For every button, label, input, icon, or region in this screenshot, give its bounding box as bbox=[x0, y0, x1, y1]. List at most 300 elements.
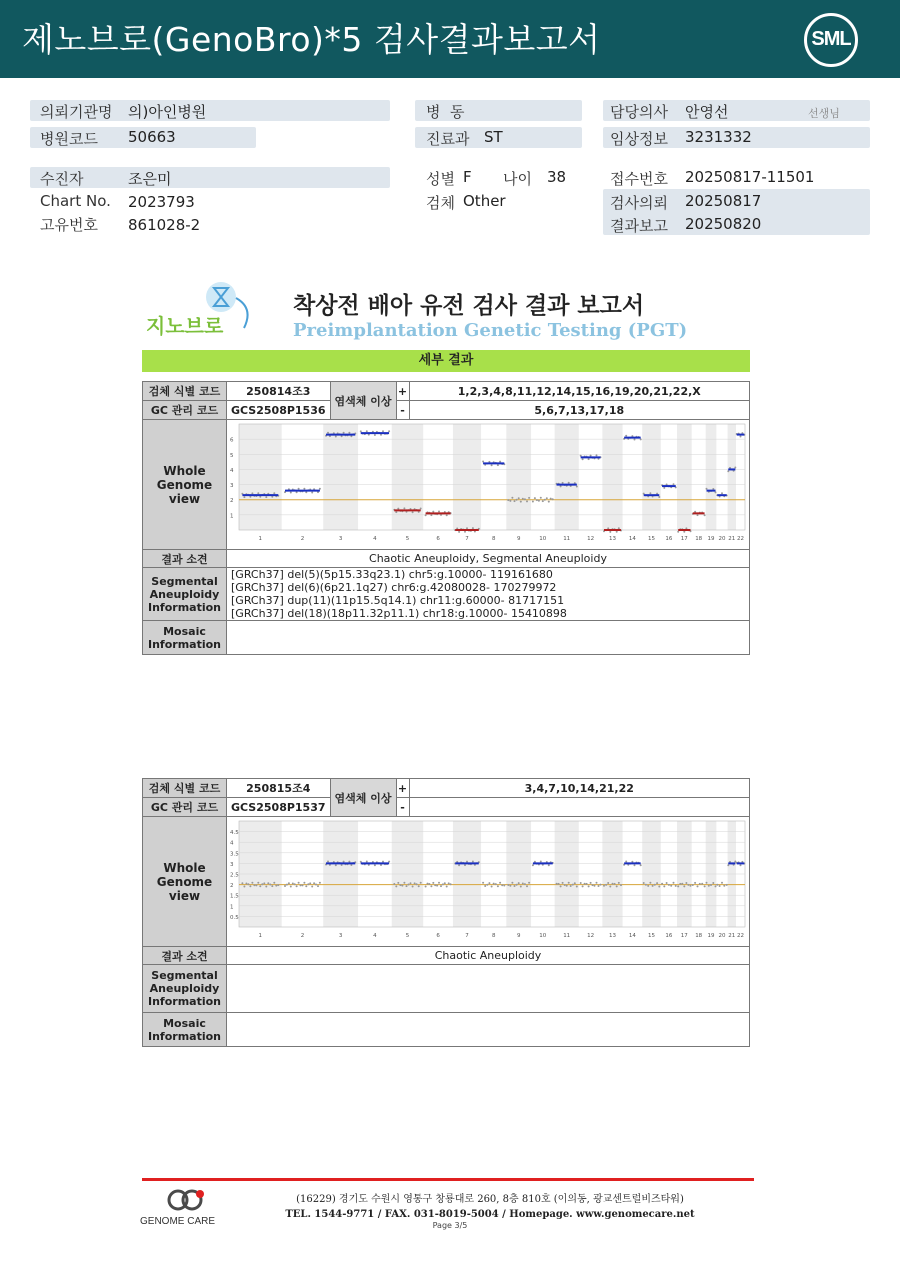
data-point bbox=[658, 496, 660, 498]
data-point bbox=[382, 430, 384, 432]
data-point bbox=[317, 885, 319, 887]
sample-code-value: 250815조4 bbox=[227, 779, 331, 798]
data-point bbox=[716, 884, 718, 886]
x-tick-label: 15 bbox=[648, 536, 655, 542]
data-point bbox=[598, 885, 600, 887]
data-point bbox=[588, 458, 590, 460]
x-tick-label: 20 bbox=[718, 536, 726, 542]
x-tick-label: 1 bbox=[258, 933, 263, 939]
x-tick-label: 4 bbox=[373, 933, 377, 939]
data-point bbox=[313, 882, 315, 884]
x-tick-label: 9 bbox=[516, 933, 521, 939]
x-tick-label: 13 bbox=[609, 933, 616, 939]
data-point bbox=[245, 883, 247, 885]
doctor-label: 담당의사 bbox=[610, 103, 668, 121]
x-tick-label: 21 bbox=[728, 933, 736, 939]
data-point bbox=[290, 492, 292, 494]
loss-sign: - bbox=[396, 798, 409, 817]
y-tick-label: 3 bbox=[230, 483, 234, 490]
chromosome-band bbox=[602, 424, 622, 530]
x-tick-label: 18 bbox=[695, 933, 703, 939]
report-header bbox=[0, 0, 900, 78]
data-point bbox=[548, 501, 550, 503]
x-tick-label: 10 bbox=[539, 536, 547, 542]
data-point bbox=[514, 500, 516, 502]
data-point bbox=[388, 430, 390, 432]
data-point bbox=[673, 882, 675, 884]
data-point bbox=[430, 885, 432, 887]
data-point bbox=[576, 886, 578, 888]
data-point bbox=[528, 882, 530, 884]
x-tick-label: 15 bbox=[648, 933, 655, 939]
data-point bbox=[677, 531, 679, 533]
data-point bbox=[616, 885, 618, 887]
data-point bbox=[446, 514, 448, 516]
data-point bbox=[538, 500, 540, 502]
data-point bbox=[251, 882, 253, 884]
data-point bbox=[546, 497, 548, 499]
data-point bbox=[495, 883, 497, 885]
data-point bbox=[562, 882, 564, 884]
data-point bbox=[532, 501, 534, 503]
data-point bbox=[596, 454, 598, 456]
x-tick-label: 5 bbox=[405, 933, 410, 939]
data-point bbox=[243, 886, 245, 888]
data-point bbox=[427, 883, 429, 885]
data-point bbox=[548, 864, 550, 866]
y-tick-label: 5 bbox=[230, 452, 234, 459]
sample-code-value: 250814조3 bbox=[227, 382, 331, 401]
x-tick-label: 22 bbox=[737, 933, 744, 939]
data-point bbox=[418, 885, 420, 887]
data-point bbox=[491, 464, 493, 466]
data-point bbox=[319, 488, 321, 490]
data-point bbox=[697, 514, 699, 516]
clinical-value: 3231332 bbox=[685, 128, 752, 146]
segmental-info bbox=[227, 568, 750, 621]
data-point bbox=[397, 508, 399, 510]
footer-contact: TEL. 1544-9771 / FAX. 031-8019-5004 / Homepage. www.genomecare.net bbox=[285, 1209, 695, 1220]
data-point bbox=[303, 882, 305, 884]
data-point bbox=[690, 885, 692, 887]
x-tick-label: 11 bbox=[563, 536, 571, 542]
y-tick-label: 4 bbox=[230, 840, 234, 847]
data-point bbox=[466, 527, 468, 529]
gain-sign: + bbox=[396, 779, 409, 798]
data-point bbox=[647, 885, 649, 887]
chrom-abn-label: 염색체 이상 bbox=[330, 382, 396, 420]
y-tick-label: 6 bbox=[230, 437, 234, 444]
data-point bbox=[675, 885, 677, 887]
data-point bbox=[609, 531, 611, 533]
gain-chromosomes: 1,2,3,4,8,11,12,14,15,16,19,20,21,22,X bbox=[409, 382, 749, 401]
receipt-value: 20250817-11501 bbox=[685, 168, 815, 186]
data-point bbox=[712, 882, 714, 884]
data-point bbox=[518, 882, 520, 884]
data-point bbox=[503, 885, 505, 887]
x-tick-label: 10 bbox=[539, 933, 547, 939]
x-tick-label: 18 bbox=[695, 536, 703, 542]
data-point bbox=[556, 883, 558, 885]
data-point bbox=[497, 464, 499, 466]
age-value: 38 bbox=[547, 168, 567, 186]
wgv-label: Whole Genome view bbox=[143, 817, 227, 947]
data-point bbox=[466, 861, 468, 863]
whole-genome-chart-1 bbox=[227, 420, 749, 546]
data-point bbox=[574, 882, 576, 884]
x-tick-label: 3 bbox=[338, 536, 343, 542]
x-tick-label: 21 bbox=[728, 536, 736, 542]
data-point bbox=[658, 886, 660, 888]
data-point bbox=[335, 864, 337, 866]
y-tick-label: 2 bbox=[230, 883, 234, 890]
data-point bbox=[596, 882, 598, 884]
data-point bbox=[472, 527, 474, 529]
data-point bbox=[511, 882, 513, 884]
data-point bbox=[416, 883, 418, 885]
data-point bbox=[710, 884, 712, 886]
y-tick-label: 2 bbox=[230, 498, 234, 505]
data-point bbox=[620, 884, 622, 886]
patient-label: 수진자 bbox=[40, 170, 84, 188]
data-point bbox=[436, 885, 438, 887]
x-tick-label: 22 bbox=[737, 536, 744, 542]
x-tick-label: 13 bbox=[609, 536, 616, 542]
data-point bbox=[588, 885, 590, 887]
data-point bbox=[600, 884, 602, 886]
data-point bbox=[726, 884, 728, 886]
data-point bbox=[634, 439, 636, 441]
data-point bbox=[666, 882, 668, 884]
data-point bbox=[536, 499, 538, 501]
x-tick-label: 14 bbox=[628, 933, 636, 939]
data-point bbox=[327, 432, 329, 434]
report-value: 20250820 bbox=[685, 215, 762, 233]
data-point bbox=[410, 882, 412, 884]
data-point bbox=[586, 883, 588, 885]
data-point bbox=[692, 884, 694, 886]
data-point bbox=[458, 864, 460, 866]
chromosome-band bbox=[392, 424, 423, 530]
data-point bbox=[740, 864, 742, 866]
data-point bbox=[271, 885, 273, 887]
data-point bbox=[542, 500, 544, 502]
data-point bbox=[486, 884, 488, 886]
data-point bbox=[723, 885, 725, 887]
logo-swoosh bbox=[236, 298, 248, 328]
data-point bbox=[241, 882, 243, 884]
data-point bbox=[438, 511, 440, 513]
x-tick-label: 2 bbox=[300, 933, 305, 939]
data-point bbox=[640, 438, 642, 440]
data-point bbox=[309, 882, 311, 884]
x-tick-label: 4 bbox=[373, 536, 377, 542]
data-point bbox=[448, 882, 450, 884]
data-point bbox=[366, 430, 368, 432]
data-point bbox=[311, 492, 313, 494]
sml-logo-text: SML bbox=[811, 28, 851, 50]
sex-value: F bbox=[463, 168, 472, 186]
gain-chromosomes: 3,4,7,10,14,21,22 bbox=[409, 779, 749, 798]
chromosome-band bbox=[323, 424, 358, 530]
data-point bbox=[444, 882, 446, 884]
x-tick-label: 3 bbox=[338, 933, 343, 939]
data-point bbox=[263, 882, 265, 884]
data-point bbox=[532, 864, 534, 866]
data-point bbox=[388, 861, 390, 863]
data-point bbox=[570, 885, 572, 887]
data-point bbox=[605, 884, 607, 886]
gc-code-label: GC 관리 코드 bbox=[143, 401, 227, 420]
specimen-value: Other bbox=[463, 192, 506, 210]
data-point bbox=[438, 882, 440, 884]
loss-sign: - bbox=[396, 401, 409, 420]
data-point bbox=[294, 883, 296, 885]
sample-table-1 bbox=[142, 381, 750, 655]
data-point bbox=[482, 882, 484, 884]
segmental-label: Segmental Aneuploidy Information bbox=[143, 965, 227, 1013]
data-point bbox=[560, 485, 562, 487]
data-point bbox=[484, 885, 486, 887]
loss-chromosomes: 5,6,7,13,17,18 bbox=[409, 401, 749, 420]
chromosome-band bbox=[642, 424, 661, 530]
data-point bbox=[509, 500, 511, 502]
data-point bbox=[699, 883, 701, 885]
dept-label: 진료과 bbox=[426, 130, 470, 148]
data-point bbox=[656, 882, 658, 884]
mosaic-info bbox=[227, 621, 750, 655]
data-point bbox=[550, 498, 552, 500]
data-point bbox=[673, 483, 675, 485]
data-point bbox=[374, 864, 376, 866]
x-tick-label: 6 bbox=[436, 933, 440, 939]
data-point bbox=[442, 883, 444, 885]
x-tick-label: 6 bbox=[436, 536, 440, 542]
x-tick-label: 8 bbox=[491, 536, 496, 542]
data-point bbox=[719, 885, 721, 887]
data-point bbox=[406, 885, 408, 887]
data-point bbox=[625, 861, 627, 863]
data-point bbox=[740, 436, 742, 438]
data-point bbox=[311, 886, 313, 888]
x-tick-label: 9 bbox=[516, 536, 521, 542]
data-point bbox=[727, 864, 729, 866]
data-point bbox=[668, 884, 670, 886]
data-point bbox=[335, 436, 337, 438]
institution-value: 의)아인병원 bbox=[128, 103, 207, 121]
data-point bbox=[374, 434, 376, 436]
data-point bbox=[603, 885, 605, 887]
footer-address: (16229) 경기도 수원시 영통구 창룡대로 260, 8층 810호 (이의동, 광교센트럴비즈타워) bbox=[296, 1194, 684, 1205]
data-point bbox=[687, 884, 689, 886]
clinical-label: 임상정보 bbox=[610, 130, 668, 148]
x-tick-label: 19 bbox=[707, 933, 715, 939]
data-point bbox=[701, 883, 703, 885]
data-point bbox=[694, 882, 696, 884]
sample-table-2 bbox=[142, 778, 750, 1047]
segmental-line: [GRCh37] del(6)(6p21.1q27) chr6:g.42080028- 170279972 bbox=[231, 581, 557, 594]
data-point bbox=[247, 883, 249, 885]
data-point bbox=[609, 886, 611, 888]
data-point bbox=[704, 885, 706, 887]
data-point bbox=[302, 884, 304, 886]
data-point bbox=[643, 882, 645, 884]
data-point bbox=[526, 500, 528, 502]
gc-code-value: GCS2508P1537 bbox=[227, 798, 331, 817]
data-point bbox=[706, 488, 708, 490]
footer-info bbox=[260, 1192, 720, 1222]
x-tick-label: 20 bbox=[718, 933, 726, 939]
finding-value: Chaotic Aneuploidy, Segmental Aneuploidy bbox=[227, 550, 750, 568]
data-point bbox=[265, 496, 267, 498]
data-point bbox=[683, 531, 685, 533]
data-point bbox=[261, 883, 263, 885]
data-point bbox=[594, 885, 596, 887]
data-point bbox=[663, 885, 665, 887]
x-tick-label: 1 bbox=[258, 536, 263, 542]
genobro-logo bbox=[142, 280, 257, 340]
data-point bbox=[526, 885, 528, 887]
data-point bbox=[715, 885, 717, 887]
chromosome-band bbox=[706, 424, 717, 530]
data-point bbox=[255, 884, 257, 886]
data-point bbox=[540, 861, 542, 863]
data-point bbox=[509, 885, 511, 887]
data-point bbox=[265, 886, 267, 888]
data-point bbox=[251, 492, 253, 494]
data-point bbox=[524, 498, 526, 500]
data-point bbox=[522, 883, 524, 885]
data-point bbox=[408, 884, 410, 886]
gain-sign: + bbox=[396, 382, 409, 401]
data-point bbox=[501, 884, 503, 886]
data-point bbox=[544, 499, 546, 501]
data-point bbox=[412, 511, 414, 513]
request-value: 20250817 bbox=[685, 192, 762, 210]
x-tick-label: 11 bbox=[563, 933, 571, 939]
data-point bbox=[257, 492, 259, 494]
data-point bbox=[432, 511, 434, 513]
doctor-suffix: 선생님 bbox=[808, 107, 840, 120]
data-point bbox=[681, 883, 683, 885]
chrom-abn-label: 염색체 이상 bbox=[330, 779, 396, 817]
data-point bbox=[300, 884, 302, 886]
chromosome-band bbox=[239, 424, 282, 530]
data-point bbox=[584, 883, 586, 885]
data-point bbox=[273, 882, 275, 884]
data-point bbox=[286, 884, 288, 886]
data-point bbox=[450, 883, 452, 885]
data-point bbox=[399, 884, 401, 886]
data-point bbox=[580, 882, 582, 884]
data-point bbox=[397, 882, 399, 884]
report-label: 결과보고 bbox=[610, 217, 668, 235]
data-point bbox=[572, 884, 574, 886]
y-tick-label: 1 bbox=[230, 513, 234, 520]
data-point bbox=[679, 883, 681, 885]
data-point bbox=[558, 883, 560, 885]
pgt-title-english: Preimplantation Genetic Testing (PGT) bbox=[293, 320, 688, 341]
data-point bbox=[640, 864, 642, 866]
data-point bbox=[267, 882, 269, 884]
page-number: Page 3/5 bbox=[432, 1221, 468, 1230]
data-point bbox=[516, 884, 518, 886]
data-point bbox=[303, 488, 305, 490]
segmental-label: Segmental Aneuploidy Information bbox=[143, 568, 227, 621]
x-tick-label: 8 bbox=[491, 933, 496, 939]
data-point bbox=[652, 885, 654, 887]
data-point bbox=[590, 882, 592, 884]
institution-label: 의뢰기관명 bbox=[40, 103, 113, 121]
data-point bbox=[618, 882, 620, 884]
data-point bbox=[403, 882, 405, 884]
section-header: 세부 결과 bbox=[142, 350, 750, 372]
data-point bbox=[420, 882, 422, 884]
hospital-code-value: 50663 bbox=[128, 128, 176, 146]
wgv-label: Whole Genome view bbox=[143, 420, 227, 550]
data-point bbox=[493, 883, 495, 885]
data-point bbox=[446, 886, 448, 888]
x-tick-label: 16 bbox=[665, 933, 673, 939]
patient-value: 조은미 bbox=[128, 170, 172, 188]
data-point bbox=[592, 884, 594, 886]
data-point bbox=[507, 884, 509, 886]
data-point bbox=[420, 508, 422, 510]
data-point bbox=[522, 498, 524, 500]
x-tick-label: 7 bbox=[465, 933, 469, 939]
data-point bbox=[434, 884, 436, 886]
data-point bbox=[704, 514, 706, 516]
data-point bbox=[677, 885, 679, 887]
data-point bbox=[414, 882, 416, 884]
x-tick-label: 16 bbox=[665, 536, 673, 542]
data-point bbox=[482, 461, 484, 463]
data-point bbox=[243, 496, 245, 498]
data-point bbox=[511, 497, 513, 499]
data-point bbox=[706, 882, 708, 884]
id-value: 861028-2 bbox=[128, 216, 201, 234]
data-point bbox=[290, 886, 292, 888]
data-point bbox=[296, 885, 298, 887]
data-point bbox=[528, 497, 530, 499]
data-point bbox=[269, 884, 271, 886]
chromosome-band bbox=[453, 424, 481, 530]
data-point bbox=[625, 435, 627, 437]
y-tick-label: 4 bbox=[230, 467, 234, 474]
gc-code-value: GCS2508P1536 bbox=[227, 401, 331, 420]
chromosome-band bbox=[728, 424, 736, 530]
x-tick-label: 17 bbox=[680, 536, 688, 542]
y-tick-label: 1 bbox=[230, 904, 234, 911]
data-point bbox=[458, 531, 460, 533]
data-point bbox=[534, 497, 536, 499]
data-point bbox=[576, 486, 578, 488]
data-point bbox=[645, 884, 647, 886]
data-point bbox=[582, 885, 584, 887]
data-point bbox=[499, 882, 501, 884]
data-point bbox=[715, 491, 717, 493]
data-point bbox=[366, 861, 368, 863]
finding-label: 결과 소견 bbox=[143, 947, 227, 965]
data-point bbox=[343, 432, 345, 434]
finding-value: Chaotic Aneuploidy bbox=[227, 947, 750, 965]
data-point bbox=[343, 861, 345, 863]
footer-divider bbox=[142, 1178, 754, 1181]
data-point bbox=[568, 482, 570, 484]
patient-row bbox=[30, 167, 390, 188]
pgt-title-korean: 착상전 배아 유전 검사 결과 보고서 bbox=[293, 293, 645, 319]
data-point bbox=[670, 885, 672, 887]
